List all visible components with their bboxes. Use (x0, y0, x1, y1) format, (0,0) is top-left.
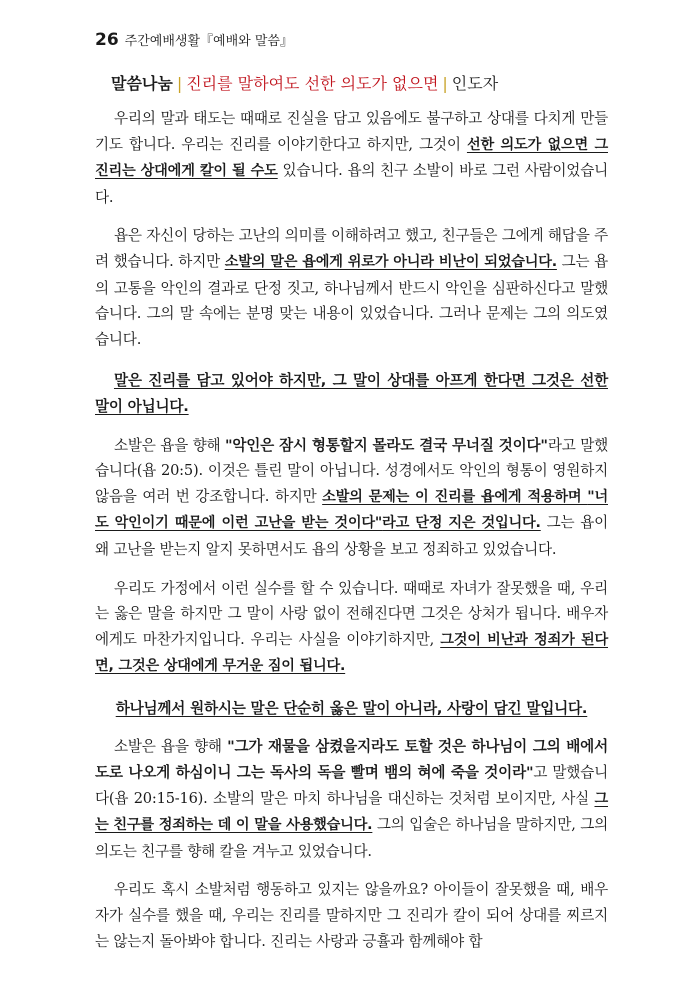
paragraph-text: 그는 욥의 고통을 악인의 결과로 단정 짓고, 하나님께서 반드시 악인을 심판하신다고 말했습니다. 그의 말 속에는 분명 맞는 내용이 있었습니다. 그러나 문제는 그의 의도였습니다. (95, 252, 608, 348)
section-label: 말씀나눔 (111, 74, 173, 93)
page-number: 26 (95, 30, 119, 50)
body-paragraph (95, 576, 608, 680)
body-paragraph (95, 223, 608, 352)
emphasis-text: 그것이 비난과 정죄가 된다면, 그것은 상대에게 무거운 짐이 됩니다. (95, 631, 608, 675)
paragraph-text: 고 말했습니다(욥 20:15-16). 소발의 말은 마치 하나님을 대신하는 것처럼 보이지만, 사실 (95, 764, 608, 807)
section-heading (111, 72, 608, 96)
paragraph-text: 소발은 욥을 향해 (113, 436, 225, 454)
emphasis-text: 선한 의도가 없으면 그 진리는 상대에게 칼이 될 수도 (95, 136, 608, 180)
paragraph-text: 우리의 말과 태도는 때때로 진실을 담고 있음에도 불구하고 상대를 다치게 만들기도 합니다. 우리는 진리를 이야기한다고 하지만, 그것이 (95, 110, 608, 153)
section-title: 진리를 말하여도 선한 의도가 없으면 (186, 74, 439, 93)
quotation-text: "너도 악인이기 때문에 이런 고난을 받는 것이다" (95, 488, 608, 532)
body-paragraph (95, 433, 608, 563)
body-paragraph (95, 106, 608, 210)
paragraph-text: 그의 입술은 하나님을 말하지만, 그의 의도는 친구를 향해 칼을 겨누고 있었습니다. (95, 816, 608, 860)
section-author: 인도자 (451, 74, 499, 93)
paragraph-text: 있습니다. 욥의 친구 소발이 바로 그런 사람이었습니다. (95, 162, 608, 206)
emphasis-text: 그는 친구를 정죄하는 데 이 말을 사용했습니다. (95, 790, 608, 834)
paragraph-text: 우리도 가정에서 이런 실수를 할 수 있습니다. 때때로 자녀가 잘못했을 때, 우리는 옳은 말을 하지만 그 말이 사랑 없이 전해진다면 그것은 상처가 됩니다. 배우자에게도 마찬가지입니다. 우리는 사실을 이야기하지만, (95, 579, 608, 648)
heading-separator: | (176, 74, 183, 93)
body-paragraph: 우리도 혹시 소발처럼 행동하고 있지는 않을까요? 아이들이 잘못했을 때, 배우자가 실수를 했을 때, 우리는 진리를 말하지만 그 진리가 칼이 되어 상대를 찌르지는 않는지 돌아봐야 합니다. 진리는 사랑과 긍휼과 함께해야 합 (95, 881, 608, 950)
running-header (95, 30, 608, 52)
heading-separator: | (442, 74, 448, 93)
quotation-text: "그가 재물을 삼켰을지라도 토할 것은 하나님이 그의 배에서 도로 나오게 하심이니 그는 독사의 독을 빨며 뱀의 혀에 죽을 것이라" (95, 738, 608, 782)
publication-title: 주간예배생활『예배와 말씀』 (124, 34, 293, 49)
paragraph-text: 욥은 자신이 당하는 고난의 의미를 이해하려고 했고, 친구들은 그에게 해답을 주려 했습니다. 하지만 (95, 227, 608, 270)
quotation-text: "악인은 잠시 형통할지 몰라도 결국 무너질 것이다" (224, 436, 548, 454)
emphasis-text-part: 소발의 문제는 이 진리를 욥에게 적용하며 (322, 488, 588, 505)
paragraph-text: 그는 욥이 왜 고난을 받는지 알지 못하면서도 욥의 상황을 보고 정죄하고 있었습니다. (95, 514, 608, 558)
callout-statement: 하나님께서 원하시는 말은 단순히 옳은 말이 아니라, 사랑이 담긴 말입니다. (115, 699, 588, 717)
paragraph-text: 소발은 욥을 향해 (113, 738, 228, 756)
emphasis-text: 소발의 말은 욥에게 위로가 아니라 비난이 되었습니다. (224, 253, 557, 270)
body-paragraph (95, 734, 608, 864)
callout-statement: 말은 진리를 담고 있어야 하지만, 그 말이 상대를 아프게 한다면 그것은 선한 말이 아닙니다. (95, 372, 608, 415)
emphasis-text-part: 라고 단정 지은 것입니다. (382, 515, 541, 532)
paragraph-text: 라고 말했습니다(욥 20:5). 이것은 틀린 말이 아닙니다. 성경에서도 악인의 형통이 영원하지 않음을 여러 번 강조합니다. 하지만 (95, 436, 609, 505)
